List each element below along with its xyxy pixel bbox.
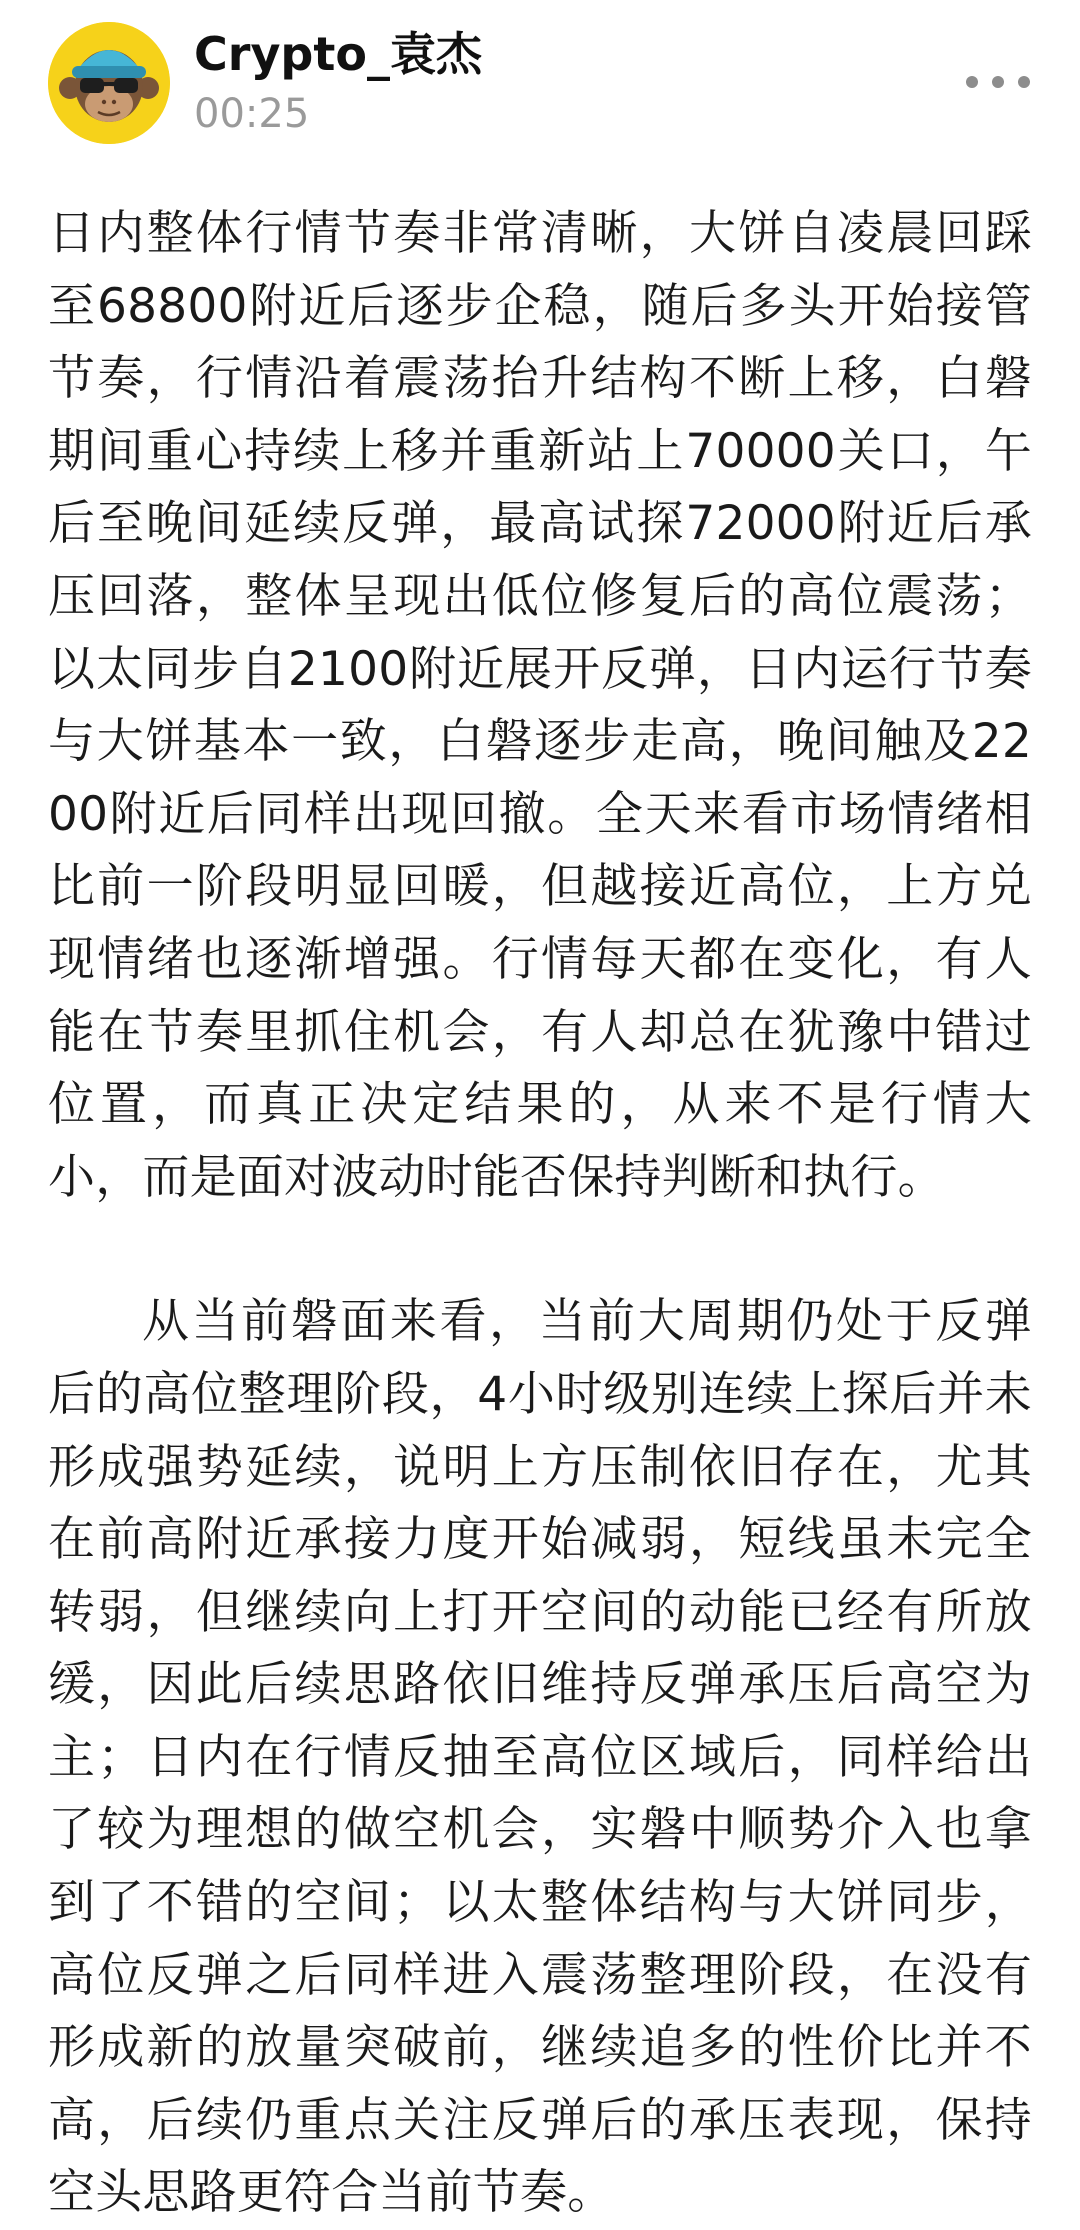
monkey-avatar-icon [48, 22, 170, 144]
author-name[interactable]: Crypto_袁杰 [194, 27, 482, 81]
post-body [48, 198, 1032, 2230]
post-paragraph-1: 日内整体行情节奏非常清晰，大饼自凌晨回踩至68800附近后逐步企稳，随后多头开始接管节奏，行情沿着震荡抬升结构不断上移，白磐期间重心持续上移并重新站上70000关口，午后至晚间延续反弹，最高试探72000附近后承压回落，整体呈现出低位修复后的高位震荡；以太同步自2100附近展开反弹，日内运行节奏与大饼基本一致，白磐逐步走高，晚间触及2200附近后同样出现回撤。全天来看市场情绪相比前一阶段明显回暖，但越接近高位，上方兑现情绪也逐渐增强。行情每天都在变化，有人能在节奏里抓住机会，有人却总在犹豫中错过位置，而真正决定结果的，从来不是行情大小，而是面对波动时能否保持判断和执行。 [48, 206, 1032, 1205]
more-horizontal-icon-dot-1 [966, 76, 978, 88]
post-timestamp: 00:25 [194, 91, 310, 137]
author-avatar[interactable] [48, 22, 170, 144]
post-header [0, 0, 1080, 170]
more-horizontal-icon-dot-2 [992, 76, 1004, 88]
post-paragraph-2: 从当前磐面来看，当前大周期仍处于反弹后的高位整理阶段，4小时级别连续上探后并未形成强势延续，说明上方压制依旧存在，尤其在前高附近承接力度开始减弱，短线虽未完全转弱，但继续向上打开空间的动能已经有所放缓，因此后续思路依旧维持反弹承压后高空为主；日内在行情反抽至高位区域后，同样给出了较为理想的做空机会，实磐中顺势介入也拿到了不错的空间；以太整体结构与大饼同步，高位反弹之后同样进入震荡整理阶段，在没有形成新的放量突破前，继续追多的性价比并不高，后续仍重点关注反弹后的承压表现，保持空头思路更符合当前节奏。 [48, 1294, 1032, 2221]
more-horizontal-icon-dot-3 [1018, 76, 1030, 88]
more-options-button[interactable] [966, 62, 1030, 102]
